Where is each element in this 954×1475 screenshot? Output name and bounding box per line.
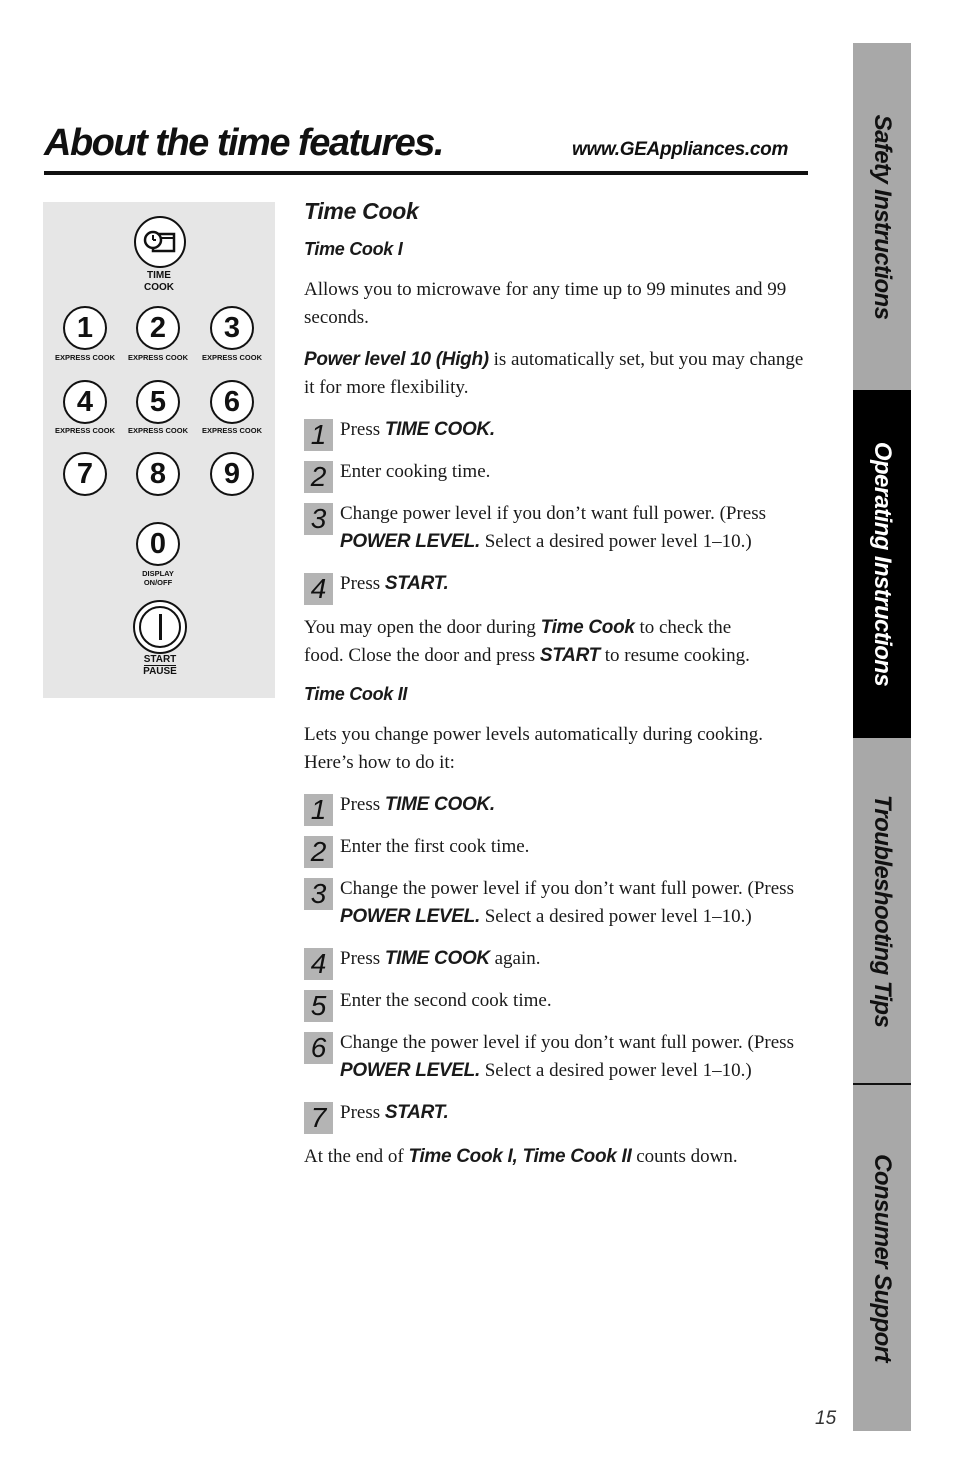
- section-tabs: [853, 43, 911, 1431]
- intro-paragraph: Allows you to microwave for any time up to 99 minutes and 99 seconds.: [304, 279, 787, 328]
- key-0: 0: [136, 522, 180, 566]
- steps-list-1: [304, 416, 809, 604]
- step-item: 2 Enter the first cook time.: [304, 833, 809, 861]
- step-number: 4: [304, 573, 333, 605]
- step-number: 1: [304, 419, 333, 451]
- express-cook-label-2: EXPRESS COOK: [127, 353, 188, 362]
- step-item: 2 Enter cooking time.: [304, 458, 809, 486]
- end-note-paragraph: At the end of Time Cook I, Time Cook II counts down.: [304, 1146, 738, 1167]
- step-number: 5: [304, 990, 333, 1022]
- tab-operating-instructions[interactable]: Operating Instructions: [853, 390, 911, 738]
- step-item: 1 Press TIME COOK.: [304, 416, 809, 444]
- express-cook-label-5: EXPRESS COOK: [127, 426, 188, 435]
- express-cook-label-1: EXPRESS COOK: [54, 353, 115, 362]
- step-number: 4: [304, 948, 333, 980]
- start-bar-icon: [159, 614, 162, 640]
- step-number: 6: [304, 1032, 333, 1064]
- power-level-paragraph: Power level 10 (High) is automatically set, but you may change it for more flexibility.: [304, 349, 804, 398]
- step-item: 4 Press START.: [304, 570, 809, 598]
- time-cook-2-intro: Lets you change power levels automatically during cooking. Here’s how to do it:: [304, 724, 764, 773]
- main-content: [304, 198, 809, 1171]
- start-pause-label: START PAUSE: [143, 654, 177, 677]
- step-item: 1 Press TIME COOK.: [304, 791, 809, 819]
- timer-icon: [142, 227, 178, 257]
- title-rule: [44, 171, 808, 175]
- tab-safety-instructions[interactable]: Safety Instructions: [853, 43, 911, 390]
- step-item: 3 Change the power level if you don’t want full power. (Press POWER LEVEL. Select a desired power level 1–10.): [304, 875, 809, 931]
- step-item: 3 Change power level if you don’t want full power. (Press POWER LEVEL. Select a desired power level 1–10.): [304, 500, 809, 556]
- tab-troubleshooting-tips[interactable]: Troubleshooting Tips: [853, 738, 911, 1083]
- door-note-paragraph: You may open the door during Time Cook to check the food. Close the door and press START to resume cooking.: [304, 617, 750, 666]
- key-1: 1: [63, 306, 107, 350]
- key-6: 6: [210, 380, 254, 424]
- step-item: 7 Press START.: [304, 1099, 809, 1127]
- step-item: 4 Press TIME COOK again.: [304, 945, 809, 973]
- step-number: 2: [304, 836, 333, 868]
- steps-list-2: [304, 791, 809, 1133]
- step-number: 1: [304, 794, 333, 826]
- keypad-illustration: [43, 202, 275, 698]
- page-number: 15: [815, 1408, 837, 1429]
- website-url: www.GEAppliances.com: [572, 139, 789, 160]
- key-7: 7: [63, 452, 107, 496]
- time-cook-key: [134, 216, 186, 268]
- step-item: 5 Enter the second cook time.: [304, 987, 809, 1015]
- key-8: 8: [136, 452, 180, 496]
- time-cook-key-label: TIME COOK: [144, 270, 174, 293]
- express-cook-label-3: EXPRESS COOK: [201, 353, 262, 362]
- key-9: 9: [210, 452, 254, 496]
- key-3: 3: [210, 306, 254, 350]
- step-number: 2: [304, 461, 333, 493]
- key-2: 2: [136, 306, 180, 350]
- display-on-off-label: DISPLAY ON/OFF: [142, 569, 174, 587]
- page-title: About the time features.: [44, 122, 443, 164]
- step-number: 3: [304, 503, 333, 535]
- subsection-heading-time-cook-2: Time Cook II: [304, 684, 408, 704]
- tab-consumer-support[interactable]: Consumer Support: [853, 1085, 911, 1431]
- key-5: 5: [136, 380, 180, 424]
- start-pause-key: [133, 600, 187, 654]
- step-item: 6 Change the power level if you don’t want full power. (Press POWER LEVEL. Select a desired power level 1–10.): [304, 1029, 809, 1085]
- express-cook-label-4: EXPRESS COOK: [54, 426, 115, 435]
- step-number: 7: [304, 1102, 333, 1134]
- subsection-heading-time-cook-1: Time Cook I: [304, 239, 403, 259]
- step-number: 3: [304, 878, 333, 910]
- key-4: 4: [63, 380, 107, 424]
- express-cook-label-6: EXPRESS COOK: [201, 426, 262, 435]
- section-heading: Time Cook: [304, 198, 419, 224]
